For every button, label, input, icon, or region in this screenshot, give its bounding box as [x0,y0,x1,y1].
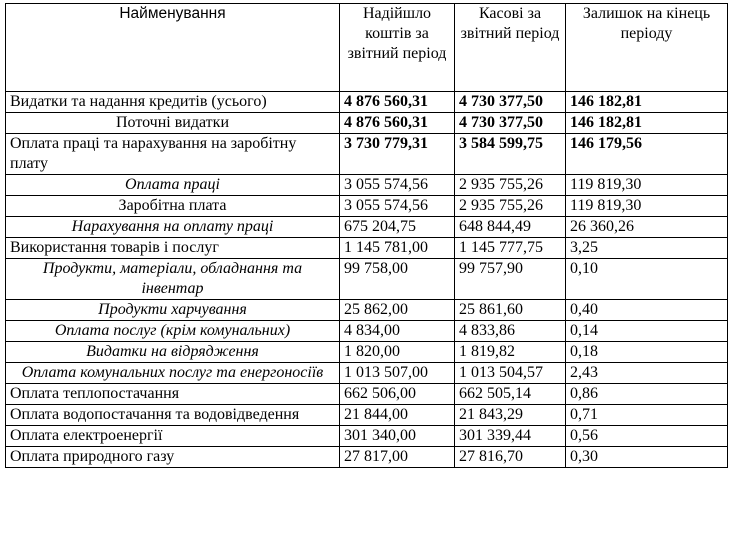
row-balance: 0,18 [566,342,728,363]
row-name: Видатки на відрядження [6,342,340,363]
row-balance: 0,14 [566,321,728,342]
row-cash: 662 505,14 [455,384,566,405]
table-row [6,238,728,259]
row-cash: 1 013 504,57 [455,363,566,384]
row-name: Оплата праці та нарахування на заробітну плату [6,134,340,175]
table-row [6,113,728,134]
header-received: Надійшло коштів за звітний період [340,4,455,92]
row-name: Оплата електроенергії [6,426,340,447]
row-received: 27 817,00 [340,447,455,468]
table-row [6,384,728,405]
row-received: 675 204,75 [340,217,455,238]
row-balance: 2,43 [566,363,728,384]
row-balance: 3,25 [566,238,728,259]
row-received: 4 876 560,31 [340,92,455,113]
row-name: Оплата послуг (крім комунальних) [6,321,340,342]
row-received: 301 340,00 [340,426,455,447]
table-row [6,92,728,113]
table-row [6,426,728,447]
row-received: 21 844,00 [340,405,455,426]
row-balance: 26 360,26 [566,217,728,238]
table-row [6,447,728,468]
row-name: Видатки та надання кредитів (усього) [6,92,340,113]
row-received: 3 055 574,56 [340,196,455,217]
row-received: 99 758,00 [340,259,455,300]
row-balance: 0,56 [566,426,728,447]
row-received: 3 730 779,31 [340,134,455,175]
row-name: Нарахування на оплату праці [6,217,340,238]
row-balance: 119 819,30 [566,175,728,196]
header-name: Найменування [6,4,340,92]
row-cash: 21 843,29 [455,405,566,426]
row-name: Заробітна плата [6,196,340,217]
row-cash: 4 730 377,50 [455,92,566,113]
row-name: Оплата водопостачання та водовідведення [6,405,340,426]
row-cash: 3 584 599,75 [455,134,566,175]
row-cash: 2 935 755,26 [455,196,566,217]
row-received: 4 834,00 [340,321,455,342]
row-cash: 301 339,44 [455,426,566,447]
row-received: 662 506,00 [340,384,455,405]
table-row [6,300,728,321]
row-received: 1 013 507,00 [340,363,455,384]
row-balance: 0,30 [566,447,728,468]
table-row [6,363,728,384]
row-balance: 0,40 [566,300,728,321]
row-name: Оплата природного газу [6,447,340,468]
row-balance: 146 182,81 [566,113,728,134]
table-row [6,342,728,363]
row-received: 4 876 560,31 [340,113,455,134]
row-balance: 0,86 [566,384,728,405]
table-row [6,259,728,300]
row-name: Оплата теплопостачання [6,384,340,405]
row-received: 3 055 574,56 [340,175,455,196]
row-cash: 99 757,90 [455,259,566,300]
row-balance: 0,71 [566,405,728,426]
table-row [6,175,728,196]
row-cash: 25 861,60 [455,300,566,321]
row-name: Оплата комунальних послуг та енергоносіїв [6,363,340,384]
row-balance: 146 182,81 [566,92,728,113]
table-row [6,405,728,426]
row-cash: 4 730 377,50 [455,113,566,134]
financial-table [5,3,728,468]
row-cash: 27 816,70 [455,447,566,468]
row-cash: 648 844,49 [455,217,566,238]
row-name: Оплата праці [6,175,340,196]
row-balance: 0,10 [566,259,728,300]
table-row [6,321,728,342]
table-row [6,196,728,217]
row-name: Поточні видатки [6,113,340,134]
row-received: 25 862,00 [340,300,455,321]
table-row [6,134,728,175]
header-row [6,4,728,92]
row-cash: 1 145 777,75 [455,238,566,259]
row-cash: 2 935 755,26 [455,175,566,196]
row-balance: 146 179,56 [566,134,728,175]
header-balance: Залишок на кінець періоду [566,4,728,92]
row-name: Використання товарів і послуг [6,238,340,259]
row-received: 1 145 781,00 [340,238,455,259]
row-name: Продукти, матеріали, обладнання та інвентар [6,259,340,300]
header-cash: Касові за звітний період [455,4,566,92]
table-row [6,217,728,238]
row-received: 1 820,00 [340,342,455,363]
row-name: Продукти харчування [6,300,340,321]
row-cash: 4 833,86 [455,321,566,342]
row-cash: 1 819,82 [455,342,566,363]
row-balance: 119 819,30 [566,196,728,217]
